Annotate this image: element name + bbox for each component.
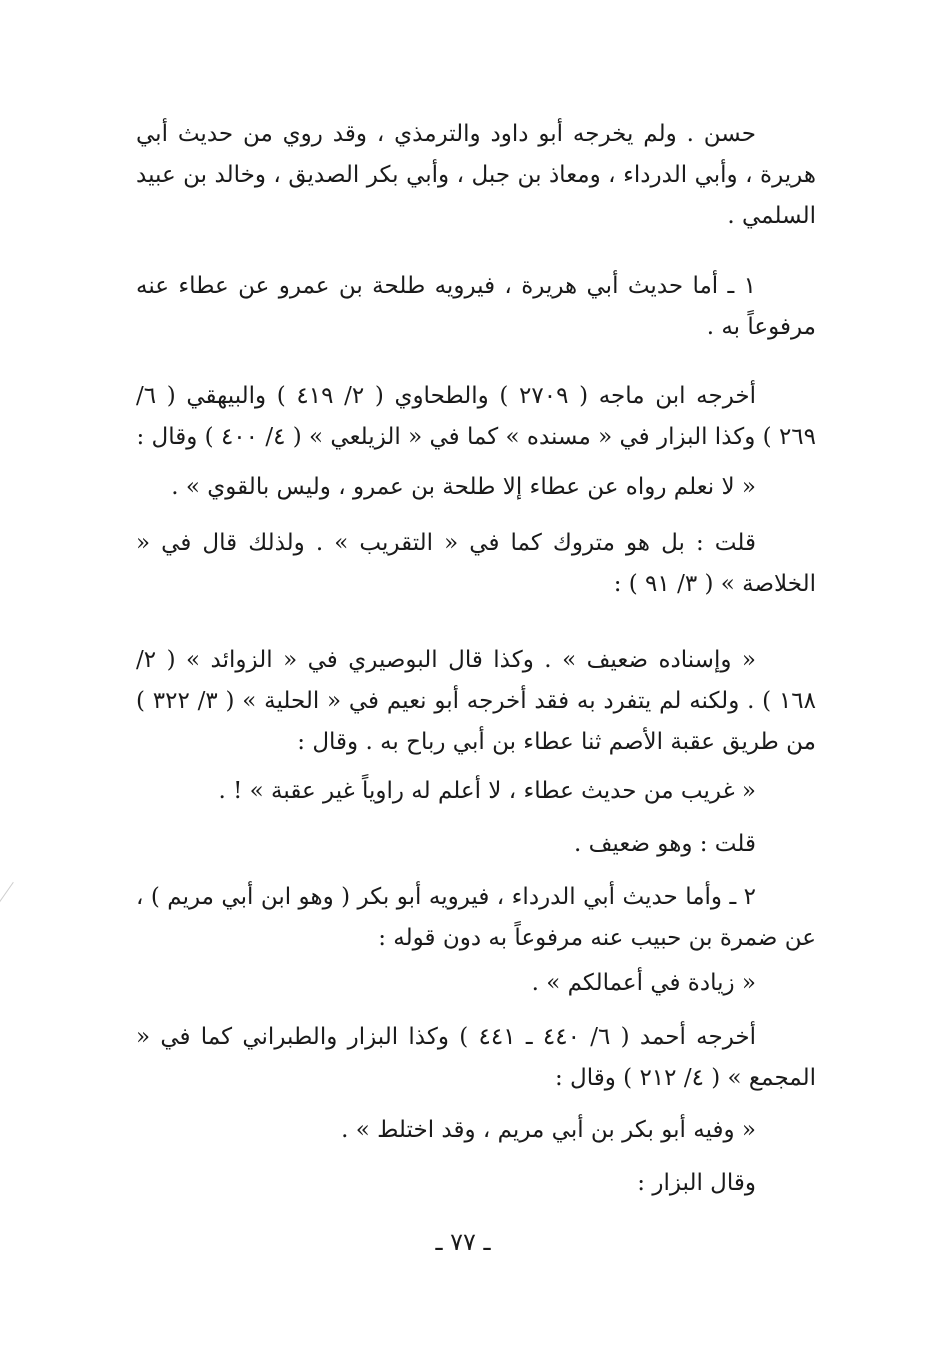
- scan-artifact-mark: [0, 882, 14, 902]
- paragraph-ahmad: أخرجه أحمد ( ٦/ ٤٤٠ ـ ٤٤١ ) وكذا البزار والطبراني كما في « المجمع » ( ٤/ ٢١٢ ) وقال :: [136, 1024, 816, 1091]
- page-number: ـ ٧٧ ـ: [435, 1228, 491, 1256]
- quote-bazzar: « لا نعلم رواه عن عطاء إلا طلحة بن عمرو ، وليس بالقوي » .: [171, 474, 756, 500]
- paragraph-abu-darda: ٢ ـ وأما حديث أبي الدرداء ، فيرويه أبو بكر ( وهو ابن أبي مريم ) ، عن ضمرة بن حبيب عنه مرفوعاً به دون قوله :: [136, 884, 816, 951]
- quote-daif: قلت : وهو ضعيف .: [574, 831, 756, 857]
- quote-qala-bazzar: وقال البزار :: [637, 1170, 756, 1196]
- paragraph-intro: حسن . ولم يخرجه أبو داود والترمذي ، وقد روي من حديث أبي هريرة ، وأبي الدرداء ، ومعاذ بن جبل ، وأبي بكر الصديق ، وخالد بن عبيد السلمي .: [136, 121, 816, 229]
- paragraph-taqrib: قلت : بل هو متروك كما في « التقريب » . ولذلك قال في « الخلاصة » ( ٣/ ٩١ ) :: [136, 530, 816, 597]
- quote-ziyada: « زيادة في أعمالكم » .: [531, 970, 756, 996]
- paragraph-abu-hurayra: ١ ـ أما حديث أبي هريرة ، فيرويه طلحة بن عمرو عن عطاء عنه مرفوعاً به .: [136, 273, 816, 340]
- paragraph-isnad: « وإسناده ضعيف » . وكذا قال البوصيري في « الزوائد » ( ٢/ ١٦٨ ) . ولكنه لم يتفرد به فقد أخرجه أبو نعيم في « الحلية » ( ٣/ ٣٢٢ ) من طريق عقبة الأصم ثنا عطاء بن أبي رباح به . وقال :: [136, 647, 816, 755]
- quote-abu-nuaym: « غريب من حديث عطاء ، لا أعلم له راوياً غير عقبة » ! .: [218, 778, 756, 804]
- paragraph-ibn-majah: أخرجه ابن ماجه ( ٢٧٠٩ ) والطحاوي ( ٢/ ٤١٩ ) والبيهقي ( ٦/ ٢٦٩ ) وكذا البزار في « مسنده » كما في « الزيلعي » ( ٤/ ٤٠٠ ) وقال :: [136, 383, 816, 450]
- quote-ikhtalat: « وفيه أبو بكر بن أبي مريم ، وقد اختلط » .: [341, 1117, 756, 1143]
